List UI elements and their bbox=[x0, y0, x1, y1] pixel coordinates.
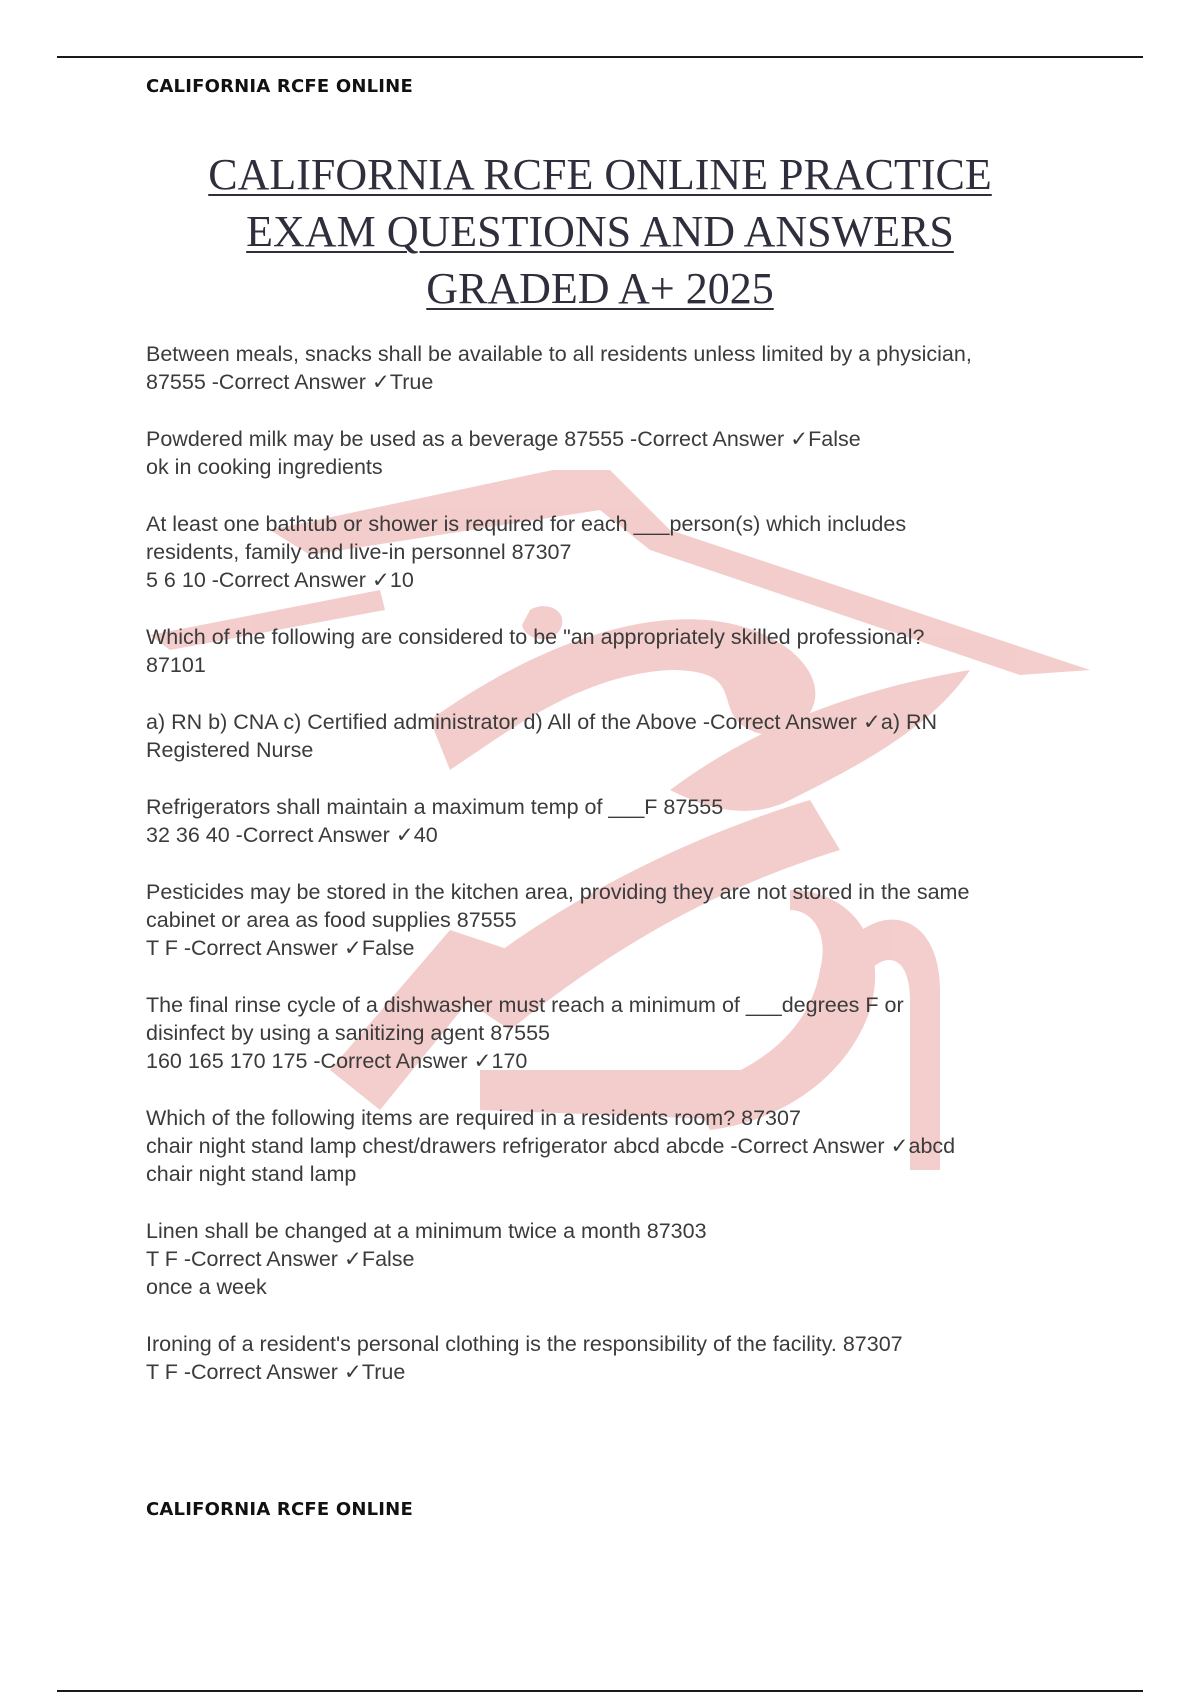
question-answer-list bbox=[146, 340, 1086, 1415]
qa-line: chair night stand lamp chest/drawers refrigerator abcd abcde -Correct Answer ✓abcd bbox=[146, 1134, 956, 1158]
qa-item bbox=[146, 510, 1086, 594]
running-footer: CALIFORNIA RCFE ONLINE bbox=[146, 1499, 413, 1520]
footer-rule bbox=[57, 1690, 1143, 1692]
qa-line: Powdered milk may be used as a beverage 87555 -Correct Answer ✓False bbox=[146, 427, 861, 451]
qa-line: cabinet or area as food supplies 87555 bbox=[146, 908, 517, 932]
qa-line: Registered Nurse bbox=[146, 738, 314, 762]
qa-line: Which of the following items are required in a residents room? 87307 bbox=[146, 1106, 801, 1130]
qa-line: 32 36 40 -Correct Answer ✓40 bbox=[146, 823, 438, 847]
qa-item bbox=[146, 878, 1086, 962]
qa-line: T F -Correct Answer ✓True bbox=[146, 1360, 406, 1384]
title-line-1: CALIFORNIA RCFE ONLINE PRACTICE bbox=[208, 150, 992, 199]
qa-line: residents, family and live-in personnel 87307 bbox=[146, 540, 572, 564]
qa-item bbox=[146, 340, 1086, 396]
qa-line: Pesticides may be stored in the kitchen area, providing they are not stored in the same bbox=[146, 880, 970, 904]
qa-line: ok in cooking ingredients bbox=[146, 455, 383, 479]
qa-line: a) RN b) CNA c) Certified administrator d) All of the Above -Correct Answer ✓a) RN bbox=[146, 710, 938, 734]
qa-line: The final rinse cycle of a dishwasher must reach a minimum of ___degrees F or bbox=[146, 993, 904, 1017]
qa-line: 5 6 10 -Correct Answer ✓10 bbox=[146, 568, 414, 592]
qa-item bbox=[146, 425, 1086, 481]
document-title bbox=[120, 146, 1080, 317]
qa-item bbox=[146, 793, 1086, 849]
qa-line: once a week bbox=[146, 1275, 267, 1299]
qa-line: 160 165 170 175 -Correct Answer ✓170 bbox=[146, 1049, 528, 1073]
header-rule bbox=[57, 56, 1143, 58]
qa-line: At least one bathtub or shower is required for each ___person(s) which includes bbox=[146, 512, 907, 536]
title-line-3: GRADED A+ 2025 bbox=[426, 264, 774, 313]
qa-line: disinfect by using a sanitizing agent 87555 bbox=[146, 1021, 550, 1045]
qa-line: T F -Correct Answer ✓False bbox=[146, 936, 415, 960]
qa-line: Ironing of a resident's personal clothing is the responsibility of the facility. 87307 bbox=[146, 1332, 903, 1356]
qa-item bbox=[146, 991, 1086, 1075]
qa-line: Linen shall be changed at a minimum twice a month 87303 bbox=[146, 1219, 707, 1243]
qa-item bbox=[146, 1330, 1086, 1386]
qa-line: Which of the following are considered to be "an appropriately skilled professional? bbox=[146, 625, 925, 649]
qa-line: 87101 bbox=[146, 653, 206, 677]
qa-line: Refrigerators shall maintain a maximum temp of ___F 87555 bbox=[146, 795, 724, 819]
title-line-2: EXAM QUESTIONS AND ANSWERS bbox=[246, 207, 954, 256]
qa-line: Between meals, snacks shall be available to all residents unless limited by a physician, bbox=[146, 342, 972, 366]
qa-item bbox=[146, 708, 1086, 764]
qa-item bbox=[146, 1104, 1086, 1188]
running-header: CALIFORNIA RCFE ONLINE bbox=[146, 76, 413, 97]
qa-line: 87555 -Correct Answer ✓True bbox=[146, 370, 434, 394]
qa-line: chair night stand lamp bbox=[146, 1162, 357, 1186]
qa-item bbox=[146, 623, 1086, 679]
qa-item bbox=[146, 1217, 1086, 1301]
qa-line: T F -Correct Answer ✓False bbox=[146, 1247, 415, 1271]
